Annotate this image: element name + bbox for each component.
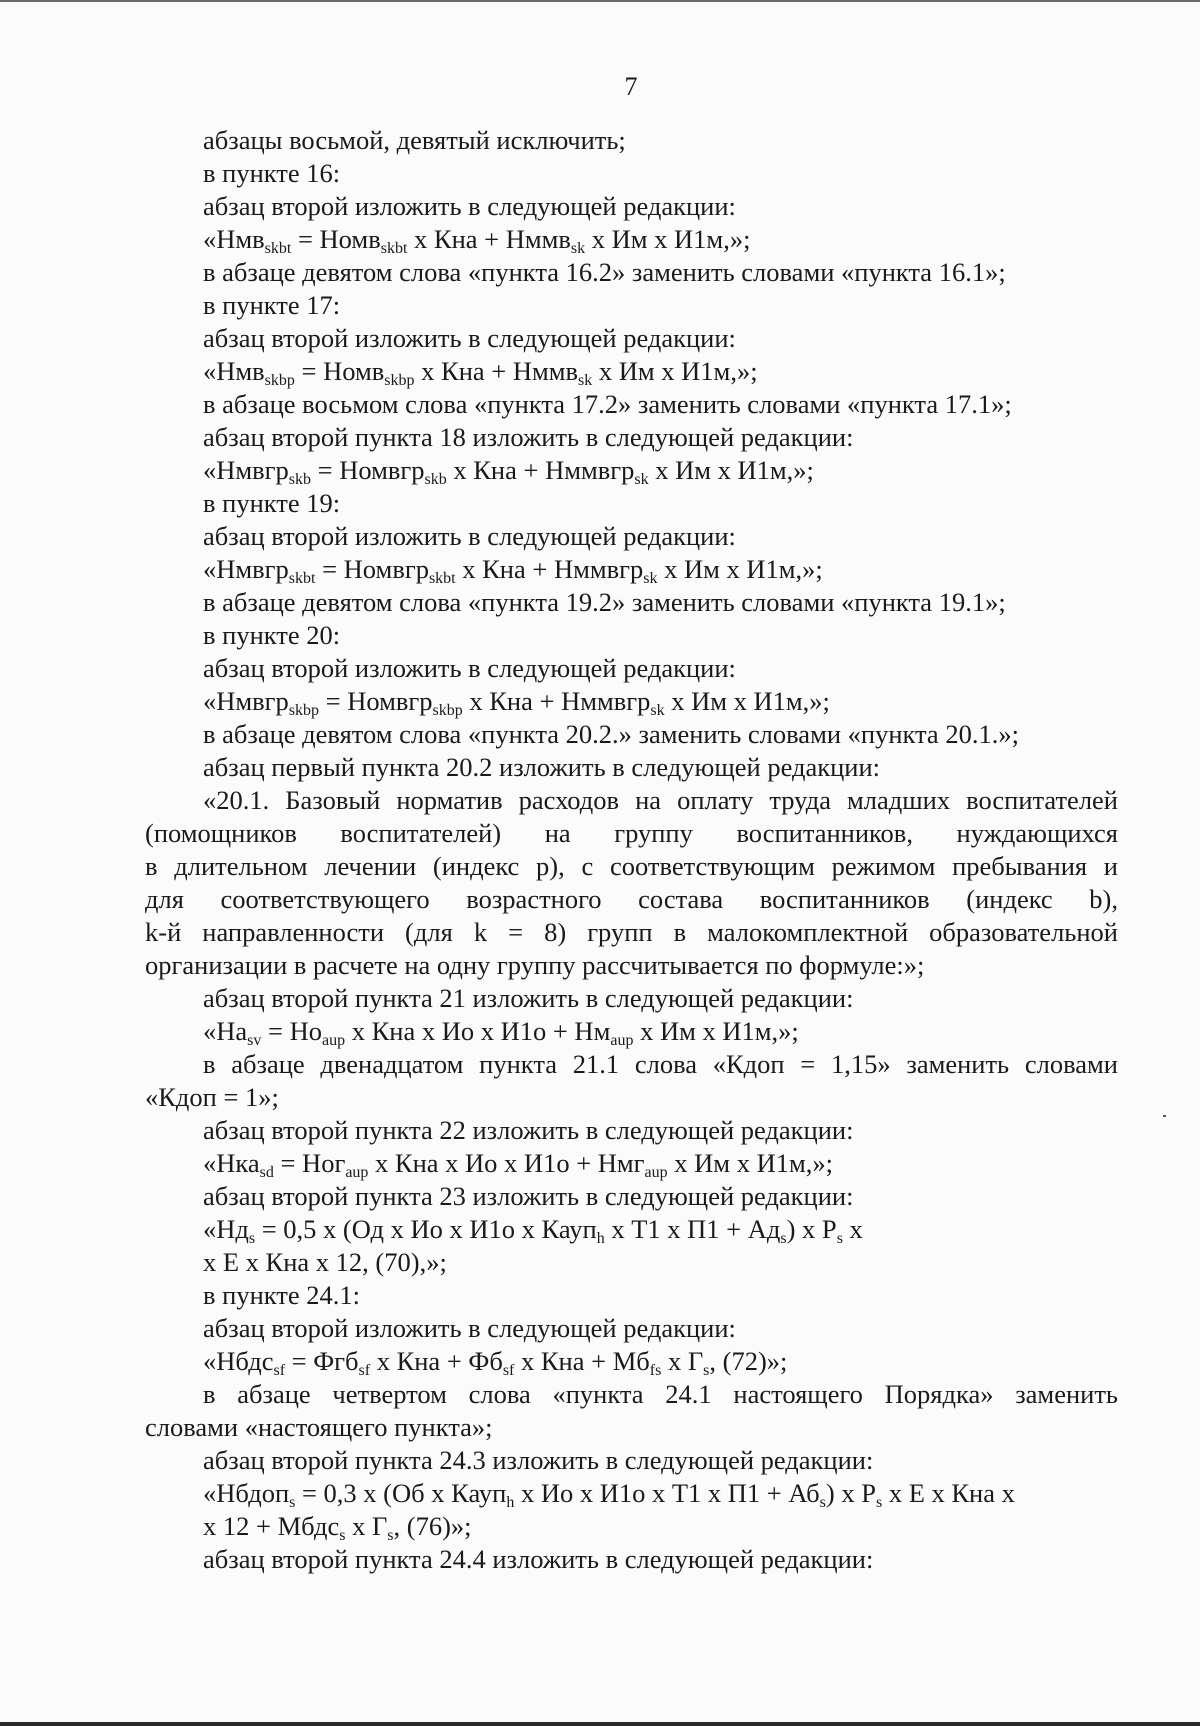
formula-text: «Нмв [203,224,265,254]
formula-line [145,553,1118,586]
paragraph-line: (помощников воспитателей) на группу воспитанников, нуждающихся [145,818,1118,848]
formula-text: х Им х И1м,»; [664,686,830,716]
paragraph-line: в абзаце девятом слова «пункта 19.2» заменить словами «пункта 19.1»; [203,587,1006,617]
formula-text: = Но [261,1016,322,1046]
formula-subscript: skbt [380,240,408,257]
formula-subscript: aup [610,1032,634,1049]
paragraph-line: в пункте 17: [203,290,341,320]
paragraph-line: в длительном лечении (индекс р), с соответствующим режимом пребывания и [145,851,1118,881]
paragraph-line: абзацы восьмой, девятый исключить; [203,125,626,155]
paragraph-line: в пункте 20: [203,620,341,650]
formula-text: х Им х И1м,»; [585,224,751,254]
formula-text: х [842,1214,863,1244]
formula-subscript: sk [634,471,649,488]
paragraph-line: словами «настоящего пункта»; [145,1412,493,1442]
formula-subscript: aup [345,1164,369,1181]
paragraph-line: «Кдоп = 1»; [145,1082,279,1112]
paragraph-line: абзац второй пункта 24.4 изложить в следующей редакции: [203,1544,874,1574]
formula-subscript: aup [644,1164,668,1181]
formula-text: х 12 + Мбдс [203,1511,340,1541]
formula-text: х Кна х Ио х И1о + Нмг [368,1148,645,1178]
formula-text: «Нбдс [203,1346,274,1376]
formula-subscript: h [596,1230,605,1247]
formula-subscript: fs [649,1362,662,1379]
formula-text: «Нмвгр [203,455,289,485]
formula-text: ) х Р [825,1478,876,1508]
formula-text: = Номв [294,356,385,386]
formula-subscript: sk [650,702,665,719]
formula-text: «Нд [203,1214,249,1244]
formula-text: х Кна х Ио х И1о + Нм [345,1016,611,1046]
formula-line [145,1477,1118,1510]
formula-text: = Ног [273,1148,346,1178]
formula-line [145,1345,1118,1378]
formula-subscript: skbt [428,570,456,587]
formula-text: х Им х И1м,»; [648,455,814,485]
scan-edge-bottom [0,1722,1200,1726]
formula-text: х Им х И1м,»; [667,1148,833,1178]
paragraph-line: в абзаце девятом слова «пункта 20.2.» заменить словами «пункта 20.1.»; [203,719,1019,749]
formula-text: х Е х Кна х [882,1478,1015,1508]
formula-subscript: s [289,1494,296,1511]
formula-subscript: sf [358,1362,371,1379]
formula-subscript: s [819,1494,826,1511]
paragraph-line: в абзаце девятом слова «пункта 16.2» заменить словами «пункта 16.1»; [203,257,1006,287]
scan-edge-top [0,0,1200,2]
formula-subscript: s [703,1362,710,1379]
formula-text: = Номвгр [311,455,425,485]
formula-subscript: aup [321,1032,346,1049]
formula-subscript: sf [273,1362,286,1379]
formula-line [145,1015,1118,1048]
formula-subscript: skb [288,471,312,488]
formula-text: «Нмв [203,356,265,386]
formula-subscript: skbt [264,240,292,257]
formula-text: , (76)»; [393,1511,472,1541]
formula-subscript: skbp [432,702,463,719]
formula-line [145,454,1118,487]
formula-text: , (72)»; [709,1346,788,1376]
formula-line [145,1213,1118,1246]
formula-text: х Им х И1м,»; [633,1016,799,1046]
formula-text: х Кна + Мб [514,1346,650,1376]
formula-text: = Фгб [285,1346,359,1376]
formula-subscript: sk [578,372,593,389]
formula-text: х Кна + Нммв [414,356,579,386]
formula-line [145,1510,1118,1543]
paragraph-line: для соответствующего возрастного состава воспитанников (индекс b), [145,884,1118,914]
formula-text: = 0,5 х (Од х Ио х И1о х Кауп [255,1214,597,1244]
paragraph-line: в пункте 19: [203,488,341,518]
formula-line [145,223,1118,256]
formula-subscript: s [387,1527,394,1544]
formula-text: «Нбдоп [203,1478,290,1508]
formula-text: х Кна + Нммвгр [446,455,635,485]
paragraph-line: абзац второй изложить в следующей редакции: [203,521,736,551]
paragraph-line: абзац второй пункта 22 изложить в следующей редакции: [203,1115,854,1145]
formula-text: х Кна + Фб [370,1346,503,1376]
formula-text: х Кна + Нммвгр [462,686,651,716]
paragraph-line: абзац второй пункта 23 изложить в следующей редакции: [203,1181,854,1211]
formula-text: ) х Р [786,1214,837,1244]
formula-subscript: skbt [288,570,316,587]
formula-text: «Нмвгр [203,554,289,584]
formula-line [145,1147,1118,1180]
formula-subscript: skbp [288,702,320,719]
formula-subscript: s [875,1494,883,1511]
formula-subscript: s [780,1230,787,1247]
formula-text: «Нмвгр [203,686,289,716]
formula-subscript: s [836,1230,843,1247]
formula-text: = Номвгр [315,554,429,584]
formula-subscript: s [339,1527,346,1544]
formula-text: х Г [661,1346,704,1376]
paragraph-line: абзац второй пункта 21 изложить в следующей редакции: [203,983,854,1013]
formula-text: «Нка [203,1148,260,1178]
paragraph-line: абзац второй пункта 18 изложить в следующей редакции: [203,422,854,452]
formula-subscript: h [506,1494,515,1511]
paragraph-line: абзац второй изложить в следующей редакции: [203,653,736,683]
paragraph-line: абзац второй изложить в следующей редакции: [203,1313,736,1343]
paragraph-line: в абзаце четвертом слова «пункта 24.1 настоящего Порядка» заменить [203,1379,1118,1409]
formula-line [145,355,1118,388]
formula-text: х Им х И1м,»; [657,554,823,584]
formula-subscript: sk [570,240,586,257]
paragraph-line: в абзаце восьмом слова «пункта 17.2» заменить словами «пункта 17.1»; [203,389,1012,419]
formula-text: = Номвгр [319,686,433,716]
formula-text: х Ио х И1о х Т1 х П1 + Аб [514,1478,820,1508]
paragraph-line: k-й направленности (для k = 8) групп в малокомплектной образовательной [145,917,1118,947]
paragraph-line: абзац второй изложить в следующей редакции: [203,191,736,221]
formula-subscript: skbp [264,372,295,389]
paragraph-line: абзац второй изложить в следующей редакции: [203,323,736,353]
document-body [145,124,1118,1576]
formula-subscript: sd [259,1164,274,1181]
formula-text: х Т1 х П1 + Ад [604,1214,781,1244]
formula-text: х Кна + Нммв [407,224,571,254]
paragraph-line: «20.1. Базовый норматив расходов на оплату труда младших воспитателей [203,785,1118,815]
formula-subscript: skb [424,471,447,488]
paragraph-line: в пункте 24.1: [203,1280,360,1310]
page-number: 7 [624,72,638,101]
paragraph-line: в пункте 16: [203,158,341,188]
formula-subscript: sv [247,1032,262,1049]
formula-subscript: skbp [384,372,415,389]
paragraph-line: абзац второй пункта 24.3 изложить в следующей редакции: [203,1445,874,1475]
scan-speck [1163,1115,1166,1117]
paragraph-line: организации в расчете на одну группу рассчитывается по формуле:»; [145,950,925,980]
formula-text: = 0,3 х (Об х Кауп [295,1478,507,1508]
paragraph-line: х Е х Кна х 12, (70),»; [203,1247,447,1277]
formula-text: «На [203,1016,248,1046]
formula-subscript: sk [643,570,658,587]
formula-text: х Кна + Нммвгр [455,554,644,584]
formula-text: х Г [345,1511,388,1541]
formula-text: х Им х И1м,»; [592,356,758,386]
formula-line [145,685,1118,718]
formula-text: = Номв [291,224,381,254]
formula-subscript: s [248,1230,256,1247]
paragraph-line: абзац первый пункта 20.2 изложить в следующей редакции: [203,752,881,782]
paragraph-line: в абзаце двенадцатом пункта 21.1 слова «Кдоп = 1,15» заменить словами [203,1049,1118,1079]
formula-subscript: sf [502,1362,515,1379]
